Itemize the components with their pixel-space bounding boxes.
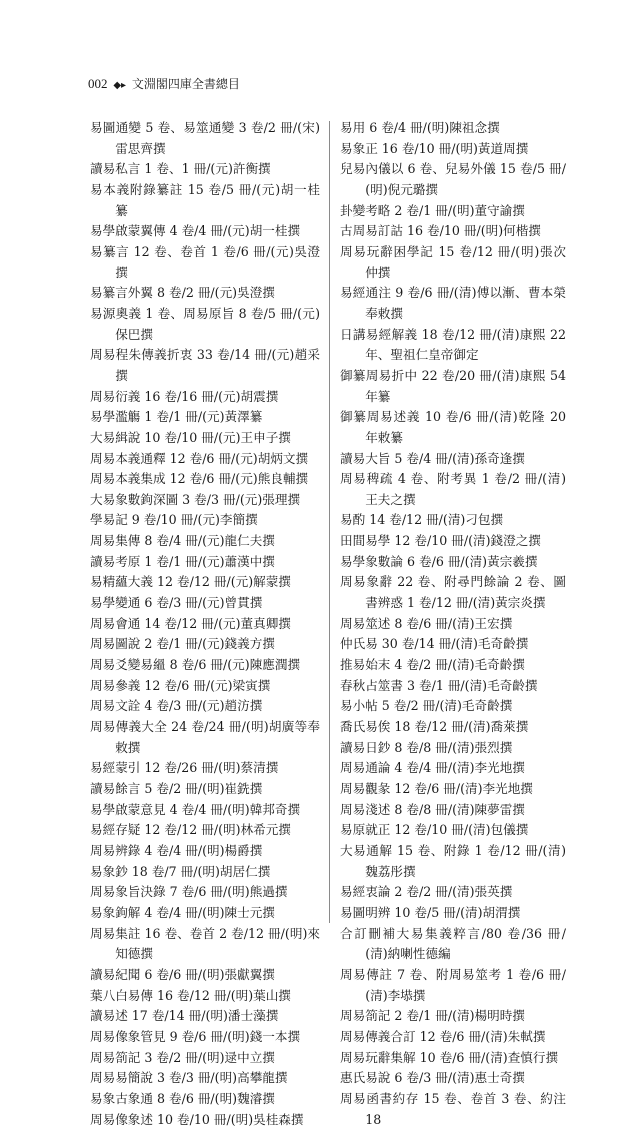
catalog-entry: 周易像象管見 9 卷/6 冊/(明)錢一本撰 — [90, 1027, 320, 1048]
column-divider — [329, 121, 330, 923]
catalog-entry: 周易象辭 22 卷、附尋門餘論 2 卷、圖書辨惑 1 卷/12 冊/(清)黃宗炎撰 — [340, 572, 566, 613]
catalog-entry: 易小帖 5 卷/2 冊/(清)毛奇齡撰 — [340, 696, 566, 717]
catalog-entry: 周易通論 4 卷/4 冊/(清)李光地撰 — [340, 758, 566, 779]
catalog-entry: 易酌 14 卷/12 冊/(清)刁包撰 — [340, 510, 566, 531]
catalog-entry: 周易集傳 8 卷/4 冊/(元)龍仁夫撰 — [90, 531, 320, 552]
catalog-entry: 周易傳義合訂 12 卷/6 冊/(清)朱軾撰 — [340, 1027, 566, 1048]
catalog-entry: 周易觀彖 12 卷/6 冊/(清)李光地撰 — [340, 779, 566, 800]
catalog-entry: 易本義附錄纂註 15 卷/5 冊/(元)胡一桂纂 — [90, 180, 320, 221]
catalog-entry: 易學啟蒙意見 4 卷/4 冊/(明)韓邦奇撰 — [90, 800, 320, 821]
catalog-entry: 周易本義集成 12 卷/6 冊/(元)熊良輔撰 — [90, 469, 320, 490]
catalog-entry: 周易淺述 8 卷/8 冊/(清)陳夢雷撰 — [340, 800, 566, 821]
catalog-entry: 周易箚記 2 卷/1 冊/(清)楊明時撰 — [340, 1006, 566, 1027]
page-number: 002 — [88, 76, 108, 91]
catalog-entry: 易纂言 12 卷、卷首 1 卷/6 冊/(元)吳澄撰 — [90, 242, 320, 283]
catalog-entry: 卦變考略 2 卷/1 冊/(明)董守諭撰 — [340, 201, 566, 222]
catalog-entry: 周易辨錄 4 卷/4 冊/(明)楊爵撰 — [90, 841, 320, 862]
catalog-entry: 古周易訂詁 16 卷/10 冊/(明)何楷撰 — [340, 221, 566, 242]
catalog-entry: 易圖明辨 10 卷/5 冊/(清)胡渭撰 — [340, 903, 566, 924]
catalog-entry: 仲氏易 30 卷/14 冊/(清)毛奇齡撰 — [340, 634, 566, 655]
catalog-entry: 田間易學 12 卷/10 冊/(清)錢澄之撰 — [340, 531, 566, 552]
catalog-entry: 周易玩辭集解 10 卷/6 冊/(清)查慎行撰 — [340, 1048, 566, 1069]
catalog-entry: 讀易考原 1 卷/1 冊/(元)蕭漢中撰 — [90, 552, 320, 573]
catalog-entry: 喬氏易俟 18 卷/12 冊/(清)喬萊撰 — [340, 717, 566, 738]
catalog-entry: 易學啟蒙翼傳 4 卷/4 冊/(元)胡一桂撰 — [90, 221, 320, 242]
catalog-entry: 兒易內儀以 6 卷、兒易外儀 15 卷/5 冊/(明)倪元璐撰 — [340, 159, 566, 200]
catalog-entry: 周易程朱傳義折衷 33 卷/14 冊/(元)趙采撰 — [90, 345, 320, 386]
catalog-entry: 易經通注 9 卷/6 冊/(清)傅以漸、曹本榮奉敕撰 — [340, 283, 566, 324]
running-header — [88, 77, 240, 93]
catalog-entry: 易經存疑 12 卷/12 冊/(明)林希元撰 — [90, 820, 320, 841]
catalog-entry: 葉八白易傳 16 卷/12 冊/(明)葉山撰 — [90, 986, 320, 1007]
catalog-entry: 惠氏易說 6 卷/3 冊/(清)惠士奇撰 — [340, 1068, 566, 1089]
catalog-entry: 易用 6 卷/4 冊/(明)陳祖念撰 — [340, 118, 566, 139]
catalog-entry: 易經蒙引 12 卷/26 冊/(明)蔡清撰 — [90, 758, 320, 779]
catalog-entry: 周易筮述 8 卷/6 冊/(清)王宏撰 — [340, 614, 566, 635]
catalog-entry: 易源奧義 1 卷、周易原旨 8 卷/5 冊/(元)保巴撰 — [90, 304, 320, 345]
catalog-entry: 周易函書約存 15 卷、卷首 3 卷、約注 18 — [340, 1089, 566, 1130]
catalog-entry: 讀易私言 1 卷、1 冊/(元)許衡撰 — [90, 159, 320, 180]
catalog-entry: 周易傳義大全 24 卷/24 冊/(明)胡廣等奉敕撰 — [90, 717, 320, 758]
catalog-entry: 春秋占筮書 3 卷/1 冊/(清)毛奇齡撰 — [340, 676, 566, 697]
catalog-entry: 御纂周易述義 10 卷/6 冊/(清)乾隆 20 年敕纂 — [340, 407, 566, 448]
catalog-entry: 易學象數論 6 卷/6 冊/(清)黃宗羲撰 — [340, 552, 566, 573]
catalog-entry: 易精蘊大義 12 卷/12 冊/(元)解蒙撰 — [90, 572, 320, 593]
catalog-entry: 周易玩辭困學記 15 卷/12 冊/(明)張次仲撰 — [340, 242, 566, 283]
catalog-entry: 易學濫觴 1 卷/1 冊/(元)黃澤纂 — [90, 407, 320, 428]
catalog-entry: 周易衍義 16 卷/16 冊/(元)胡震撰 — [90, 387, 320, 408]
catalog-entry: 讀易紀聞 6 卷/6 冊/(明)張獻翼撰 — [90, 965, 320, 986]
catalog-entry: 易象鈔 18 卷/7 冊/(明)胡居仁撰 — [90, 862, 320, 883]
catalog-entry: 周易稗疏 4 卷、附考異 1 卷/2 冊/(清)王夫之撰 — [340, 469, 566, 510]
catalog-entry: 周易文詮 4 卷/3 冊/(元)趙汸撰 — [90, 696, 320, 717]
catalog-entry: 推易始末 4 卷/2 冊/(清)毛奇齡撰 — [340, 655, 566, 676]
catalog-entry: 周易集註 16 卷、卷首 2 卷/12 冊/(明)來知德撰 — [90, 924, 320, 965]
catalog-entry: 周易會通 14 卷/12 冊/(元)董真卿撰 — [90, 614, 320, 635]
catalog-entry: 讀易餘言 5 卷/2 冊/(明)崔銑撰 — [90, 779, 320, 800]
catalog-entry: 周易傳註 7 卷、附周易筮考 1 卷/6 冊/(清)李塨撰 — [340, 965, 566, 1006]
catalog-entry: 易圖通變 5 卷、易筮通變 3 卷/2 冊/(宋)雷思齊撰 — [90, 118, 320, 159]
catalog-entry: 周易本義通釋 12 卷/6 冊/(元)胡炳文撰 — [90, 449, 320, 470]
catalog-entry: 御纂周易折中 22 卷/20 冊/(清)康熙 54 年纂 — [340, 366, 566, 407]
catalog-entry: 大易象數鉤深圖 3 卷/3 冊/(元)張理撰 — [90, 490, 320, 511]
catalog-entry: 易纂言外翼 8 卷/2 冊/(元)吳澄撰 — [90, 283, 320, 304]
catalog-entry: 合訂刪補大易集義粹言/80 卷/36 冊/(清)納喇性德編 — [340, 924, 566, 965]
catalog-entry: 讀易述 17 卷/14 冊/(明)潘士藻撰 — [90, 1006, 320, 1027]
book-title: 文淵閣四庫全書總目 — [132, 77, 240, 91]
catalog-entry: 學易記 9 卷/10 冊/(元)李簡撰 — [90, 510, 320, 531]
ornament-arrow-icon: ◆▸ — [113, 80, 126, 91]
catalog-entry: 大易通解 15 卷、附錄 1 卷/12 冊/(清)魏荔彤撰 — [340, 841, 566, 882]
catalog-entry: 周易爻變易縕 8 卷/6 冊/(元)陳應潤撰 — [90, 655, 320, 676]
catalog-entry: 周易參義 12 卷/6 冊/(元)梁寅撰 — [90, 676, 320, 697]
left-column — [90, 118, 320, 1130]
catalog-entry: 大易緝說 10 卷/10 冊/(元)王申子撰 — [90, 428, 320, 449]
catalog-entry: 周易箚記 3 卷/2 冊/(明)逯中立撰 — [90, 1048, 320, 1069]
catalog-entry: 易原就正 12 卷/10 冊/(清)包儀撰 — [340, 820, 566, 841]
catalog-entry: 易象古象通 8 卷/6 冊/(明)魏濬撰 — [90, 1089, 320, 1110]
catalog-entry: 易象鉤解 4 卷/4 冊/(明)陳士元撰 — [90, 903, 320, 924]
catalog-entry: 易經衷論 2 卷/2 冊/(清)張英撰 — [340, 882, 566, 903]
catalog-entry: 日講易經解義 18 卷/12 冊/(清)康熙 22 年、聖祖仁皇帝御定 — [340, 325, 566, 366]
catalog-entry: 周易像象述 10 卷/10 冊/(明)吳桂森撰 — [90, 1110, 320, 1130]
catalog-entry: 周易圖說 2 卷/1 冊/(元)錢義方撰 — [90, 634, 320, 655]
catalog-entry: 易象正 16 卷/10 冊/(明)黃道周撰 — [340, 139, 566, 160]
right-column — [340, 118, 566, 1130]
catalog-entry: 周易象旨決錄 7 卷/6 冊/(明)熊過撰 — [90, 882, 320, 903]
catalog-entry: 易學變通 6 卷/3 冊/(元)曾貫撰 — [90, 593, 320, 614]
catalog-entry: 周易易簡說 3 卷/3 冊/(明)高攀龍撰 — [90, 1068, 320, 1089]
catalog-entry: 讀易日鈔 8 卷/8 冊/(清)張烈撰 — [340, 738, 566, 759]
catalog-entry: 讀易大旨 5 卷/4 冊/(清)孫奇逢撰 — [340, 449, 566, 470]
